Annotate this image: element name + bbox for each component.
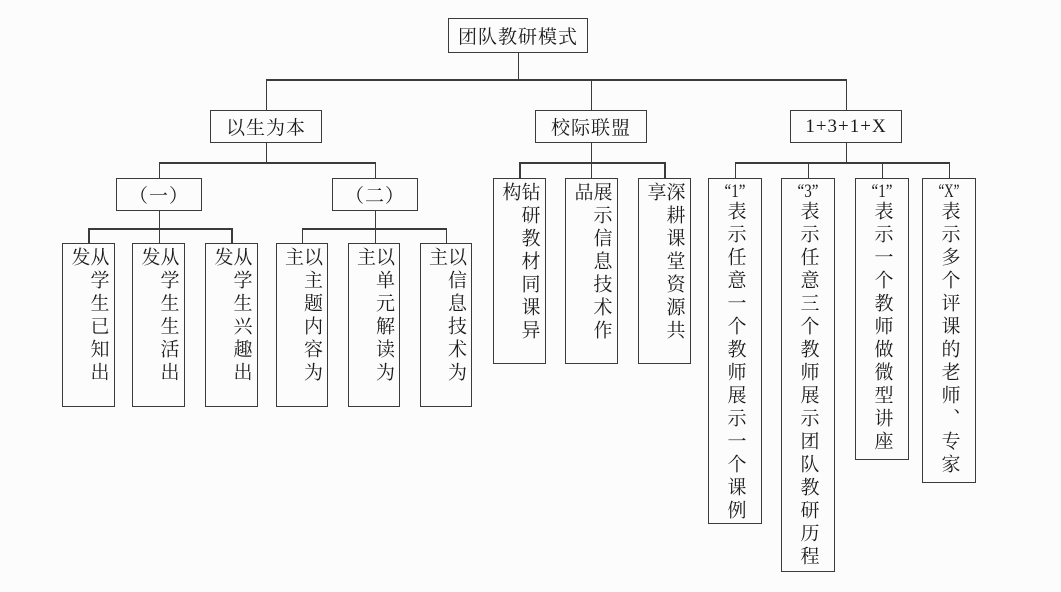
connector-line	[89, 228, 232, 230]
leaf-text: 以主题内容为主	[282, 247, 322, 385]
group-two: （二）	[332, 178, 418, 211]
leaf-unit-interpretation	[348, 243, 400, 407]
leaf-text	[873, 182, 892, 454]
connector-line	[159, 162, 375, 164]
leaf-prefix: “1”	[724, 182, 746, 201]
connector-line	[808, 162, 810, 178]
connector-line	[446, 228, 448, 243]
leaf-show-tech-works	[565, 178, 618, 364]
branch-student-oriented: 以生为本	[210, 110, 322, 143]
leaf-text: 以信息技术为主	[426, 247, 466, 385]
leaf-prefix: “1”	[871, 182, 893, 201]
leaf-1-micro-lecture	[855, 178, 909, 460]
connector-line	[735, 162, 737, 178]
connector-line	[846, 79, 848, 110]
leaf-text	[940, 182, 959, 477]
leaf-from-student-life	[132, 243, 185, 407]
leaf-prefix: “X”	[938, 182, 960, 201]
connector-line	[949, 162, 951, 178]
node-root: 团队教研模式	[448, 18, 588, 53]
leaf-text: 从学生生活出发	[138, 247, 179, 385]
leaf-text: 深耕课堂资源共享	[644, 182, 685, 343]
connector-line	[266, 143, 268, 162]
connector-line	[735, 162, 949, 164]
leaf-text	[799, 182, 818, 569]
leaf-text: 从学生兴趣出发	[211, 247, 252, 385]
connector-line	[591, 79, 593, 110]
connector-line	[88, 228, 90, 243]
connector-line	[664, 162, 666, 178]
connector-line	[520, 162, 665, 164]
branch-school-alliance: 校际联盟	[535, 110, 647, 143]
leaf-study-materials-same-lesson	[493, 178, 546, 364]
leaf-body: 表示多个评课的老师、专家	[938, 201, 960, 477]
connector-line	[266, 79, 268, 110]
leaf-text: 以单元解读为主	[354, 247, 394, 385]
leaf-prefix: “3”	[797, 182, 819, 201]
connector-line	[159, 211, 161, 243]
connector-line	[375, 211, 377, 243]
connector-line	[159, 162, 161, 178]
connector-line	[519, 162, 521, 178]
connector-line	[302, 228, 304, 243]
connector-line	[591, 143, 593, 178]
leaf-x-lesson-reviewers-experts	[922, 178, 976, 483]
leaf-1-show-lesson-example	[708, 178, 762, 524]
leaf-info-technology	[420, 243, 472, 407]
leaf-body: 表示任意三个教师展示团队教研历程	[797, 201, 819, 569]
branch-1-3-1-x: 1+3+1+X	[790, 110, 902, 143]
connector-line	[882, 162, 884, 178]
connector-line	[266, 79, 846, 81]
group-one: （一）	[116, 178, 202, 211]
connector-line	[375, 162, 377, 178]
connector-line	[518, 53, 520, 79]
leaf-text: 钻研教材同课异构	[499, 182, 540, 343]
leaf-body: 表示一个教师做微型讲座	[871, 201, 893, 454]
leaf-from-student-interest	[205, 243, 258, 407]
leaf-from-student-knowledge	[62, 243, 115, 407]
connector-line	[846, 143, 848, 162]
leaf-classroom-resource-sharing	[638, 178, 691, 364]
leaf-3-team-research-process	[781, 178, 835, 572]
leaf-text	[726, 182, 745, 523]
leaf-text: 展示信息技术作品	[571, 182, 612, 343]
connector-line	[231, 228, 233, 243]
leaf-body: 表示任意一个教师展示一个课例	[724, 201, 746, 523]
leaf-theme-content	[276, 243, 328, 407]
connector-line	[302, 228, 446, 230]
leaf-text: 从学生已知出发	[68, 247, 109, 385]
